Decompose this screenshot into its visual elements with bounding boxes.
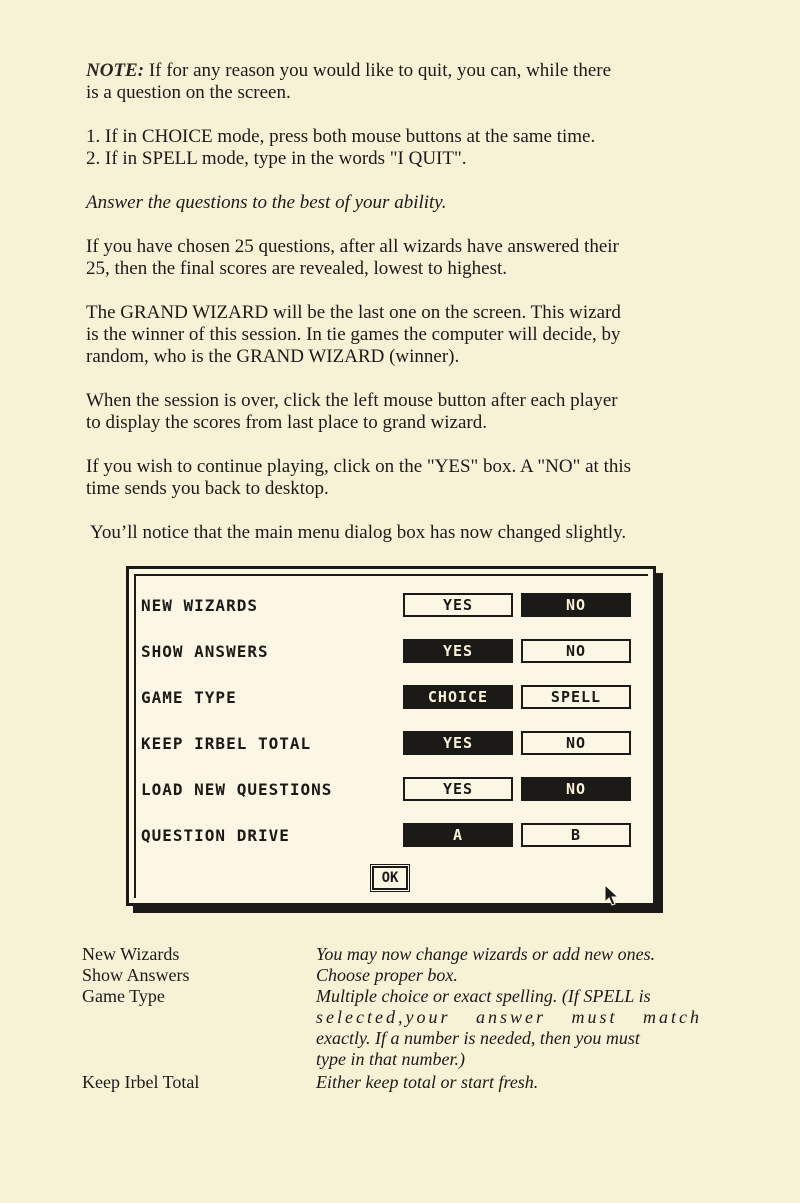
paragraph-1-line-2: 25, then the final scores are revealed, lowest to highest. <box>86 258 508 279</box>
load-new-questions-no-button[interactable]: NO <box>521 777 631 801</box>
row-keep-irbel-total <box>141 731 641 757</box>
manual-page-text <box>86 60 746 544</box>
legend-desc: Choose proper box. <box>316 965 458 985</box>
paragraph-2-line-3: random, who is the GRAND WIZARD (winner). <box>86 346 460 367</box>
show-answers-no-button[interactable]: NO <box>521 639 631 663</box>
legend-term: Show Answers <box>82 965 190 985</box>
legend-desc: You may now change wizards or add new ones. <box>316 944 656 964</box>
legend-desc: type in that number.) <box>316 1049 465 1069</box>
row-label: GAME TYPE <box>141 688 237 707</box>
row-label: LOAD NEW QUESTIONS <box>141 780 333 799</box>
legend-term: New Wizards <box>82 944 180 964</box>
paragraph-2-line-2: is the winner of this session. In tie games the computer will decide, by <box>86 324 621 345</box>
row-label: QUESTION DRIVE <box>141 826 290 845</box>
row-load-new-questions <box>141 777 641 803</box>
note-paragraph: NOTE: If for any reason you would like to quit, you can, while there <box>86 60 612 81</box>
row-label: SHOW ANSWERS <box>141 642 269 661</box>
legend-desc: selected,your answer must match <box>316 1007 702 1027</box>
legend-desc: exactly. If a number is needed, then you must <box>316 1028 640 1048</box>
game-type-spell-button[interactable]: SPELL <box>521 685 631 709</box>
note-label: NOTE: <box>86 60 145 81</box>
row-question-drive <box>141 823 641 849</box>
note-line-2: is a question on the screen. <box>86 82 291 103</box>
row-show-answers <box>141 639 641 665</box>
question-drive-b-button[interactable]: B <box>521 823 631 847</box>
question-drive-a-button[interactable]: A <box>403 823 513 847</box>
paragraph-5: You’ll notice that the main menu dialog box has now changed slightly. <box>90 522 627 543</box>
new-wizards-yes-button[interactable]: YES <box>403 593 513 617</box>
paragraph-3-line-2: to display the scores from last place to grand wizard. <box>86 412 487 433</box>
step-2: 2. If in SPELL mode, type in the words "I QUIT". <box>86 148 467 169</box>
legend-desc: Either keep total or start fresh. <box>316 1072 539 1092</box>
game-type-choice-button[interactable]: CHOICE <box>403 685 513 709</box>
paragraph-2-line-1: The GRAND WIZARD will be the last one on the screen. This wizard <box>86 302 621 323</box>
instruction: Answer the questions to the best of your ability. <box>86 192 447 213</box>
row-game-type <box>141 685 641 711</box>
paragraph-4-line-2: time sends you back to desktop. <box>86 478 329 499</box>
legend-desc: Multiple choice or exact spelling. (If SPELL is <box>316 986 651 1006</box>
new-wizards-no-button[interactable]: NO <box>521 593 631 617</box>
main-menu-dialog <box>126 566 656 906</box>
load-new-questions-yes-button[interactable]: YES <box>403 777 513 801</box>
ok-button[interactable]: OK <box>372 866 408 890</box>
paragraph-1-line-1: If you have chosen 25 questions, after all wizards have answered their <box>86 236 619 257</box>
row-label: KEEP IRBEL TOTAL <box>141 734 312 753</box>
paragraph-3-line-1: When the session is over, click the left mouse button after each player <box>86 390 618 411</box>
paragraph-4-line-1: If you wish to continue playing, click on the "YES" box. A "NO" at this <box>86 456 632 477</box>
mouse-pointer-icon <box>603 884 621 906</box>
keep-irbel-total-no-button[interactable]: NO <box>521 731 631 755</box>
step-1: 1. If in CHOICE mode, press both mouse buttons at the same time. <box>86 126 596 147</box>
keep-irbel-total-yes-button[interactable]: YES <box>403 731 513 755</box>
row-new-wizards <box>141 593 641 619</box>
legend-term: Game Type <box>82 986 165 1006</box>
show-answers-yes-button[interactable]: YES <box>403 639 513 663</box>
legend-term: Keep Irbel Total <box>82 1072 200 1092</box>
row-label: NEW WIZARDS <box>141 596 258 615</box>
